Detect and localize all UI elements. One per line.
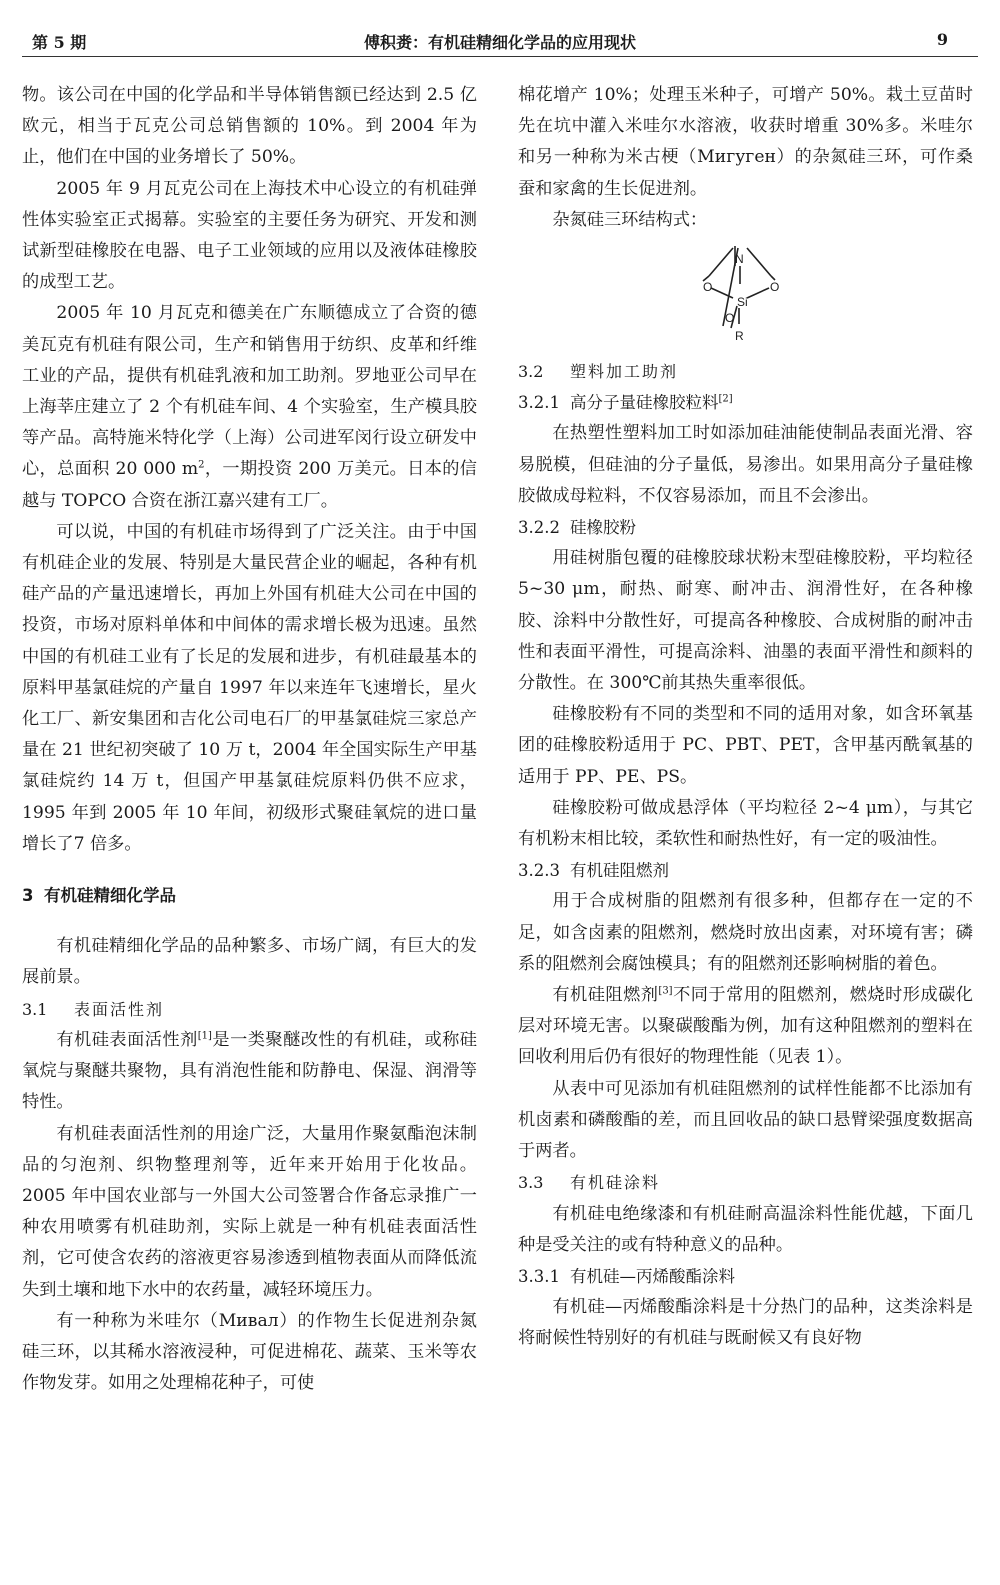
subsubsection-heading xyxy=(518,512,973,543)
section-heading xyxy=(22,880,477,911)
oxygen-label: O xyxy=(703,280,713,295)
subsection-number: 3.1 xyxy=(22,999,48,1019)
paragraph: 在热塑性塑料加工时如添加硅油能使制品表面光滑、容易脱模，但硅油的分子量低，易渗出。如果用高分子量硅橡胶做成母粒料，不仅容易添加，而且不会渗出。 xyxy=(518,423,973,506)
subsection-heading xyxy=(22,994,477,1025)
paragraph xyxy=(22,298,477,516)
section-number: 3 xyxy=(22,886,34,906)
subsubsection-number: 3.2.2 xyxy=(518,518,560,538)
oxygen-label: O xyxy=(725,311,735,326)
paragraph: 可以说，中国的有机硅市场得到了广泛关注。由于中国有机硅企业的发展、特别是大量民营企业的崛起，各种有机硅产品的产量迅速增长，再加上外国有机硅大公司在中国的投资，市场对原料单体和中间体的需求增长极为迅速。虽然中国的有机硅工业有了长足的发展和进步，有机硅最基本的原料甲基氯硅烷的产量自 1997 年以来连年飞速增长，星火化工厂、新安集团和吉化公司电石厂的甲基氯硅烷三家总产量在 21 世纪初突破了 10 万 t，2004 年全国实际生产甲基氯硅烷约 14 万 t，但国产甲基氯硅烷原料仍供不应求，1995 年到 2005 年 10 年间，初级形式聚硅氧烷的进口量增长了7 倍多。 xyxy=(22,521,477,854)
paragraph xyxy=(518,980,973,1074)
subsection-heading xyxy=(518,356,973,387)
paragraph: 有机硅表面活性剂的用途广泛，大量用作聚氨酯泡沫制品的匀泡剂、织物整理剂等，近年来开始用于化妆品。2005 年中国农业部与一外国大公司签署合作备忘录推广一种农用喷雾有机硅助剂，实际上就是一种有机硅表面活性剂，它可使含农药的溶液更容易渗透到植物表面从而降低流失到土壤和地下水中的农药量，减轻环境压力。 xyxy=(22,1123,477,1300)
subsubsection-number: 3.2.3 xyxy=(518,861,560,881)
subsection-number: 3.3 xyxy=(518,1173,544,1193)
paragraph-text: 不同于常用的阻燃剂，燃烧时形成碳化层对环境无害。以聚碳酸酯为例，加有这种阻燃剂的塑料在回收利用后仍有很好的物理性能（见表 1）。 xyxy=(518,985,973,1068)
subsubsection-title: 有机硅阻燃剂 xyxy=(570,861,669,881)
citation-ref: [1] xyxy=(197,1030,212,1042)
paragraph: 用硅树脂包覆的硅橡胶球状粉末型硅橡胶粉，平均粒径 5~30 μm，耐热、耐寒、耐冲击、润滑性好，在各种橡胶、涂料中分散性好，可提高各种橡胶、合成树脂的耐冲击性和表面平滑性，可提高涂料、油墨的表面平滑性和颜料的分散性。在 300℃前其热失重率很低。 xyxy=(518,548,973,694)
paragraph: 有一种称为米哇尔（Мивал）的作物生长促进剂杂氮硅三环，以其稀水溶液浸种，可促进棉花、蔬菜、玉米等农作物发芽。如用之处理棉花种子，可使 xyxy=(22,1310,477,1394)
nitrogen-label: N xyxy=(735,252,744,267)
subsubsection-title: 有机硅—丙烯酸酯涂料 xyxy=(570,1266,735,1286)
paragraph: 用于合成树脂的阻燃剂有很多种，但都存在一定的不足，如含卤素的阻燃剂，燃烧时放出卤素，对环境有害；磷系的阻燃剂会腐蚀模具；有的阻燃剂还影响树脂的着色。 xyxy=(518,891,973,974)
oxygen-label: O xyxy=(770,280,780,295)
paragraph-text: 2005 年 10 月瓦克和德美在广东顺德成立了合资的德美瓦克有机硅有限公司，生产和销售用于纺织、皮革和纤维工业的产品，提供有机硅乳液和加工助剂。罗地亚公司早在上海莘庄建立了 2 个有机硅车间、4 个实验室，生产模具胶等产品。高特施米特化学（上海）公司进军闵行设立研发中心，总面积 20 000 m xyxy=(22,303,477,480)
left-column xyxy=(22,80,477,1399)
structure-figure xyxy=(518,236,973,356)
subsubsection-heading xyxy=(518,1261,973,1292)
paragraph: 硅橡胶粉可做成悬浮体（平均粒径 2~4 μm），与其它有机粉末相比较，柔软性和耐热性好，有一定的吸油性。 xyxy=(518,797,973,850)
running-title: 傅积赉：有机硅精细化学品的应用现状 xyxy=(363,33,636,52)
paragraph: 从表中可见添加有机硅阻燃剂的试样性能都不比添加有机卤素和磷酸酯的差，而且回收品的缺口悬臂梁强度数据高于两者。 xyxy=(518,1078,973,1162)
paragraph: 杂氮硅三环结构式： xyxy=(552,209,708,230)
paragraph: 有机硅—丙烯酸酯涂料是十分热门的品种，这类涂料是将耐候性特别好的有机硅与既耐候又有良好物 xyxy=(518,1297,973,1349)
silatrane-structure-diagram xyxy=(683,236,793,356)
citation-ref: [2] xyxy=(718,393,733,405)
subsubsection-number: 3.2.1 xyxy=(518,393,560,413)
subsection-heading xyxy=(518,1167,973,1198)
subsection-number: 3.2 xyxy=(518,362,544,382)
silicon-label: Si xyxy=(737,295,748,310)
paragraph xyxy=(22,1025,477,1119)
subsection-title: 有机硅涂料 xyxy=(570,1173,661,1193)
right-column xyxy=(518,80,973,1355)
paragraph: 棉花增产 10%；处理玉米种子，可增产 50%。栽土豆苗时先在坑中灌入米哇尔水溶液，收获时增重 30%多。米哇尔和另一种称为米古梗（Мигуген）的杂氮硅三环，可作桑蚕和家禽的生长促进剂。 xyxy=(518,85,973,199)
subsubsection-title: 高分子量硅橡胶粒料 xyxy=(570,393,719,413)
page-number: 9 xyxy=(936,30,948,49)
section-title: 有机硅精细化学品 xyxy=(44,886,176,906)
paragraph: 有机硅精细化学品的品种繁多、市场广阔，有巨大的发展前景。 xyxy=(22,936,477,988)
subsubsection-heading xyxy=(518,387,973,418)
running-header xyxy=(22,22,978,57)
issue-number: 第 5 期 xyxy=(32,33,87,52)
subsubsection-title: 硅橡胶粉 xyxy=(570,518,636,538)
paragraph: 物。该公司在中国的化学品和半导体销售额已经达到 2.5 亿欧元，相当于瓦克公司总销售额的 10%。到 2004 年为止，他们在中国的业务增长了 50%。 xyxy=(22,85,477,168)
paragraph-text: ，一期投资 200 万美元。日本的信越与 TOPCO 合资在浙江嘉兴建有工厂。 xyxy=(22,459,477,511)
bond-line xyxy=(747,248,771,276)
subsection-title: 表面活性剂 xyxy=(74,999,165,1019)
paragraph-text: 有机硅表面活性剂 xyxy=(56,1029,198,1050)
r-group-label: R xyxy=(735,329,744,344)
bond-line xyxy=(709,248,733,276)
paragraph: 2005 年 9 月瓦克公司在上海技术中心设立的有机硅弹性体实验室正式揭幕。实验室的主要任务为研究、开发和测试新型硅橡胶在电器、电子工业领域的应用以及液体硅橡胶的成型工艺。 xyxy=(22,178,477,293)
paragraph: 硅橡胶粉有不同的类型和不同的适用对象，如含环氧基团的硅橡胶粉适用于 PC、PBT、PET，含甲基丙酰氧基的适用于 PP、PE、PS。 xyxy=(518,704,973,787)
superscript: 2 xyxy=(198,459,205,471)
paragraph-text: 是一类聚醚改性的有机硅，或称硅氧烷与聚醚共聚物，具有消泡性能和防静电、保湿、润滑等特性。 xyxy=(22,1029,477,1113)
paragraph-text: 有机硅阻燃剂 xyxy=(552,985,659,1006)
subsection-title: 塑料加工助剂 xyxy=(570,362,679,382)
bond-line xyxy=(747,288,769,298)
citation-ref: [3] xyxy=(658,985,673,997)
subsubsection-heading xyxy=(518,855,973,886)
paragraph: 有机硅电绝缘漆和有机硅耐高温涂料性能优越，下面几种是受关注的或有特种意义的品种。 xyxy=(518,1203,973,1255)
subsubsection-number: 3.3.1 xyxy=(518,1266,560,1286)
